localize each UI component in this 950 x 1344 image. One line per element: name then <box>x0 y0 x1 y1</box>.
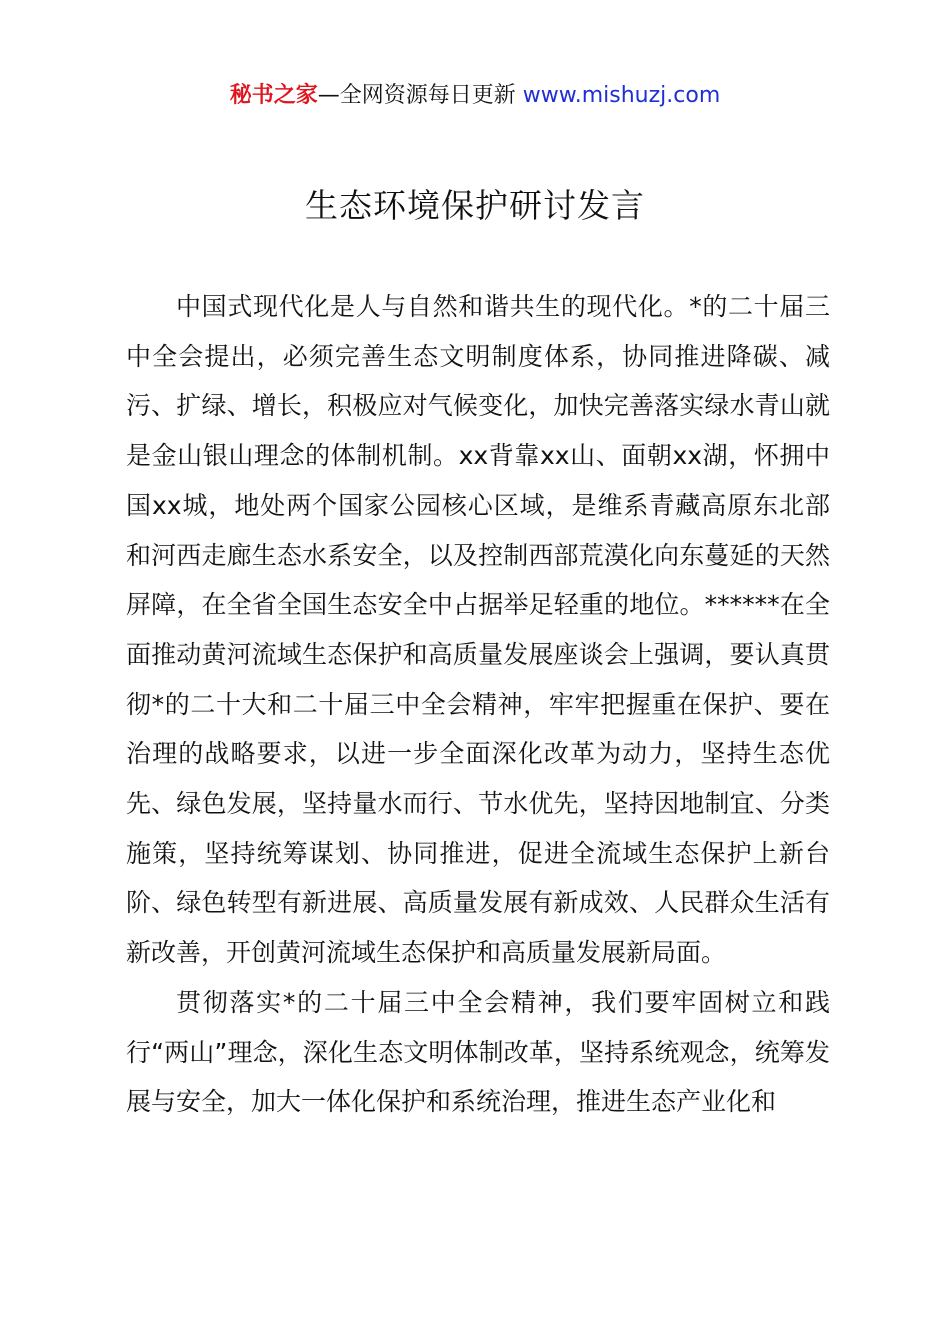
page-header <box>0 80 950 112</box>
brand-name: 秘书之家 <box>229 83 318 108</box>
website-link[interactable]: www.mishuzj.com <box>522 83 721 108</box>
paragraph-2: 贯彻落实*的二十届三中全会精神，我们要牢固树立和践行“两山”理念，深化生态文明体制改革，坚持系统观念，统筹发展与安全，加大一体化保护和系统治理，推进生态产业化和 <box>126 987 830 1117</box>
document-body <box>126 282 830 1127</box>
header-tagline: —全网资源每日更新 <box>317 83 523 108</box>
paragraph-1: 中国式现代化是人与自然和谐共生的现代化。*的二十届三中全会提出，必须完善生态文明制度体系，协同推进降碳、减污、扩绿、增长，积极应对气候变化，加快完善落实绿水青山就是金山银山理念的体制机制。xx背靠xx山、面朝xx湖，怀拥中国xx城，地处两个国家公园核心区域，是维系青藏高原东北部和河西走廊生态水系安全，以及控制西部荒漠化向东蔓延的天然屏障，在全省全国生态安全中占据举足轻重的地位。******在全面推动黄河流域生态保护和高质量发展座谈会上强调，要认真贯彻*的二十大和二十届三中全会精神，牢牢把握重在保护、要在治理的战略要求，以进一步全面深化改革为动力，坚持生态优先、绿色发展，坚持量水而行、节水优先，坚持因地制宜、分类施策，坚持统筹谋划、协同推进，促进全流域生态保护上新台阶、绿色转型有新进展、高质量发展有新成效、人民群众生活有新改善，开创黄河流域生态保护和高质量发展新局面。 <box>126 292 830 968</box>
document-title: 生态环境保护研讨发言 <box>305 186 645 225</box>
